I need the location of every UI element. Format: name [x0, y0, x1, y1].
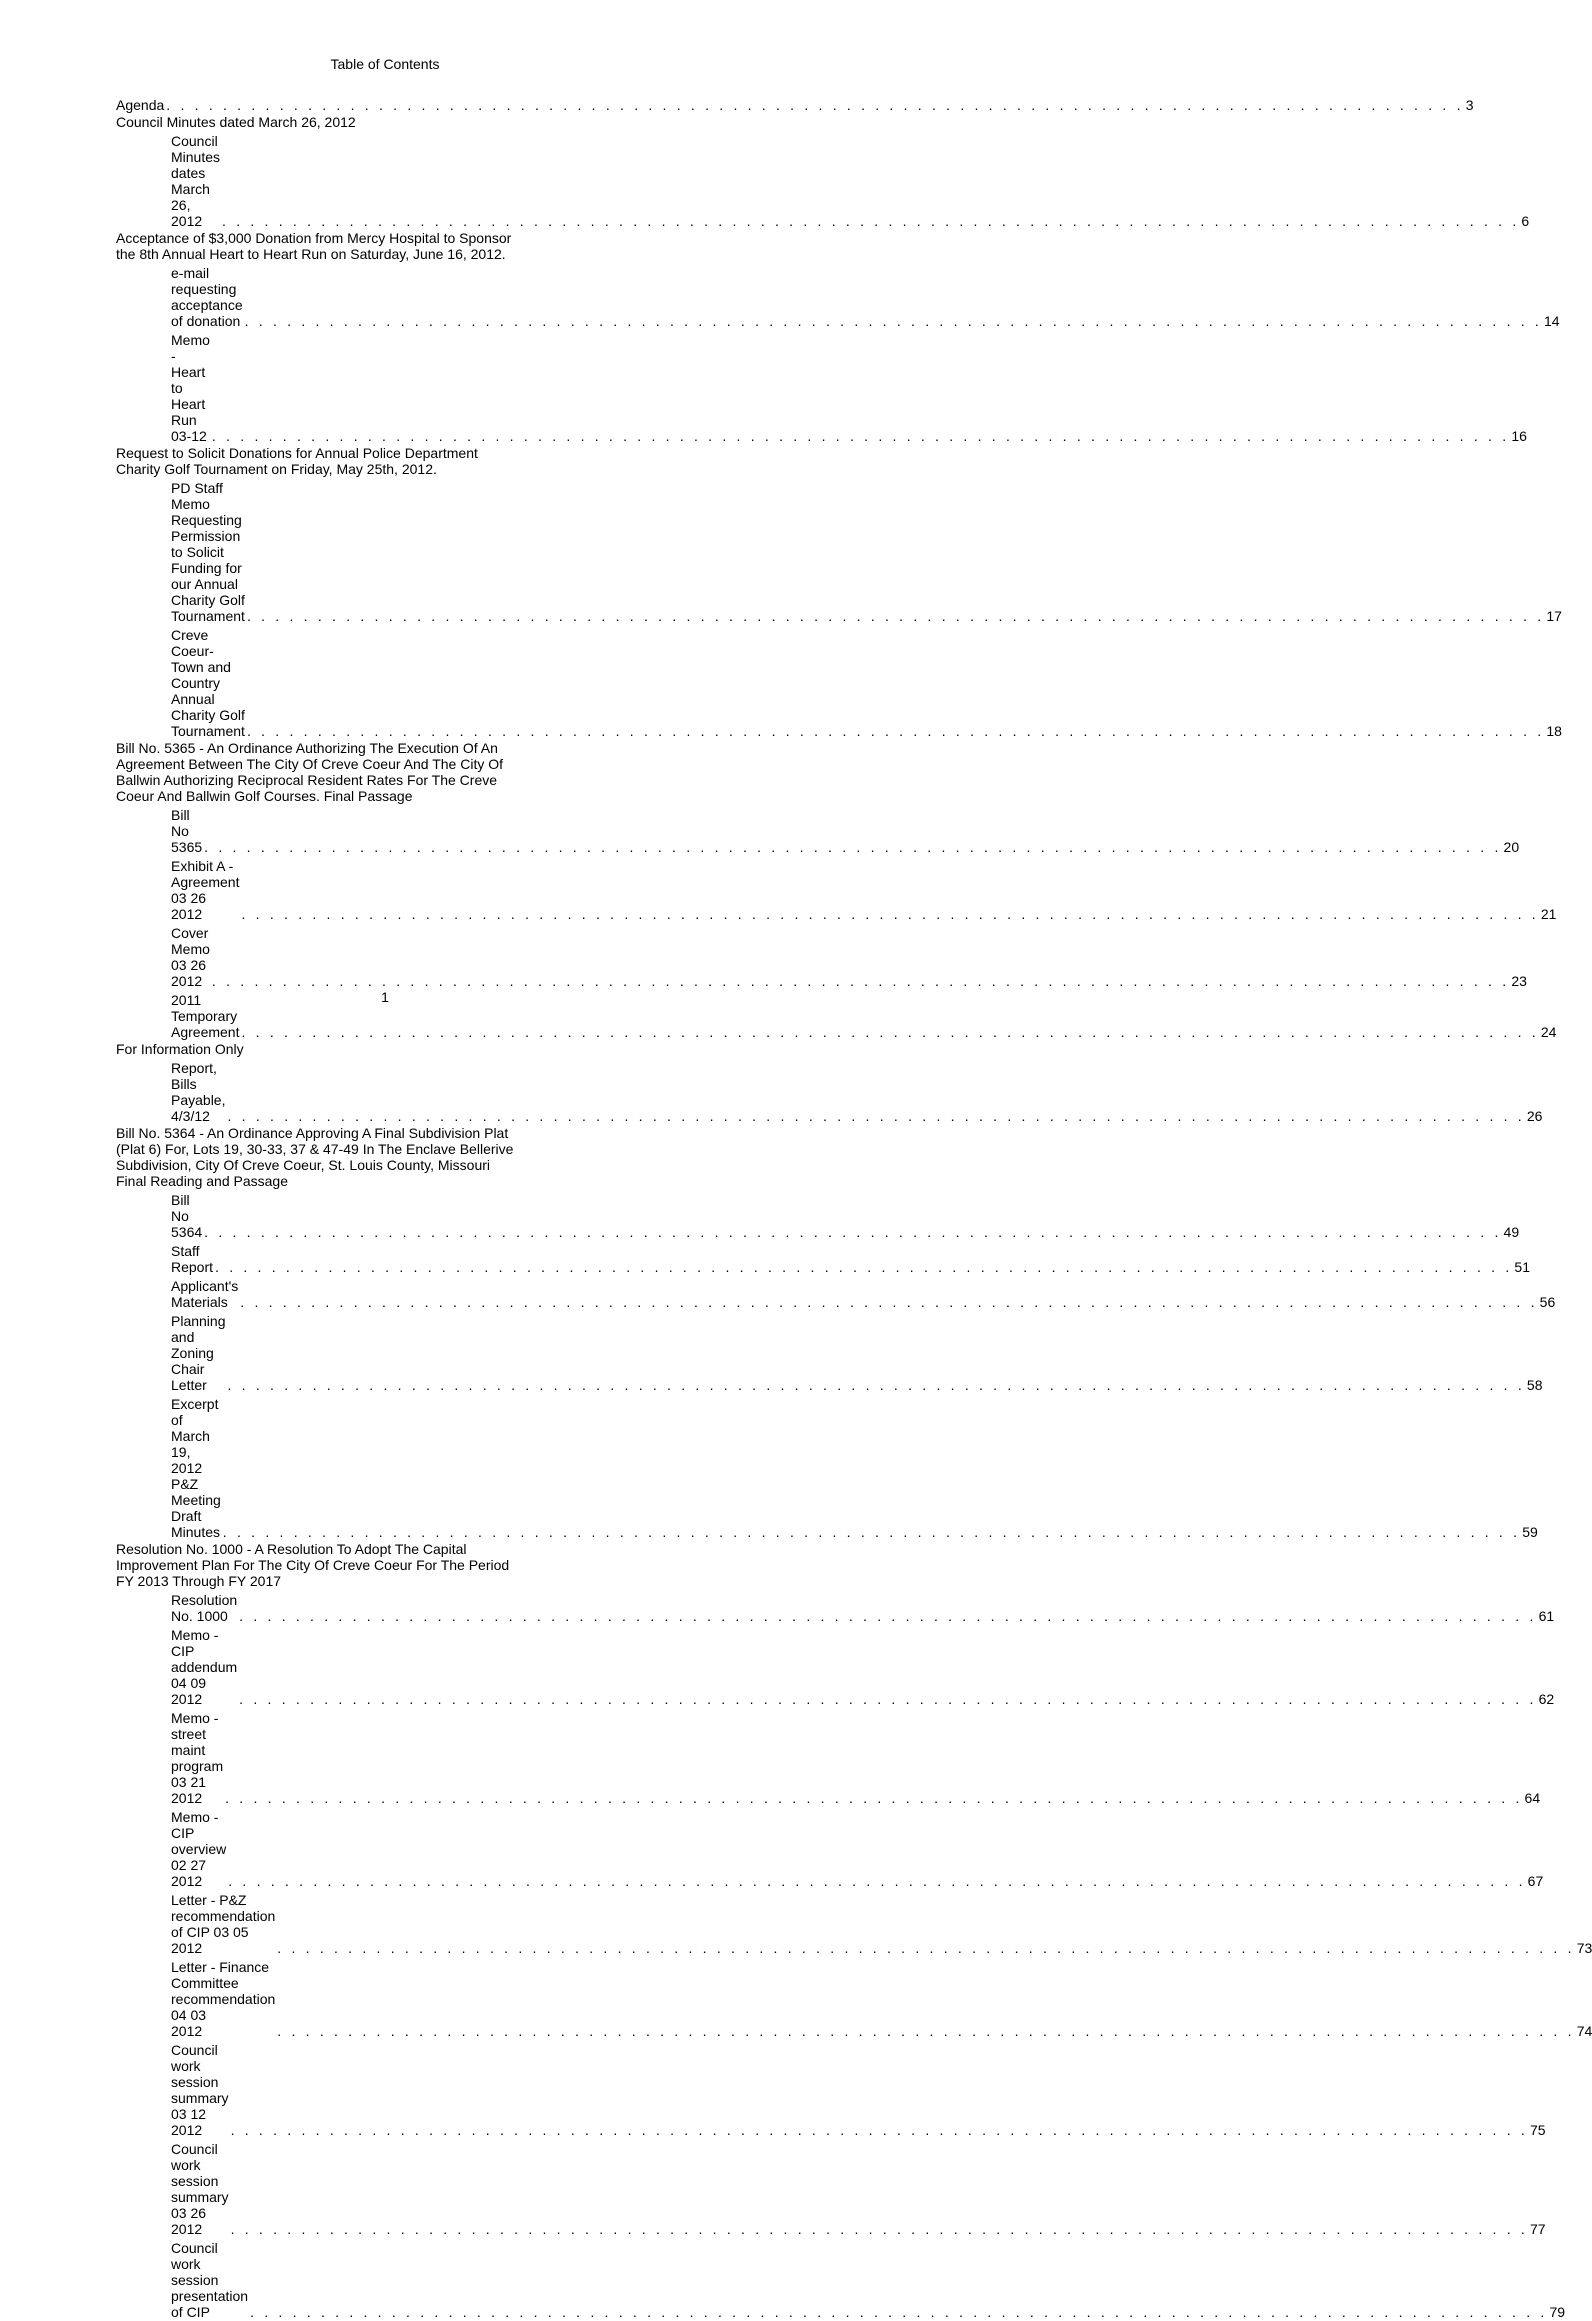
toc-entry[interactable] — [116, 1060, 1543, 1124]
dot-leader — [227, 1108, 1524, 1124]
toc-section-heading: Bill No. 5365 - An Ordinance Authorizing The Execution Of An Agreement Between The City Of Creve Coeur And The City Of Ballwin Authorizing Reciprocal Resident Rates For The Creve Coeur And Ballwin Golf Courses. Final Passage — [116, 740, 503, 804]
toc-entry[interactable] — [116, 1959, 1592, 2039]
toc-section-heading: Request to Solicit Donations for Annual Police Department Charity Golf Tournament on Friday, May 25th, 2012. — [116, 445, 478, 477]
dot-leader — [247, 608, 1544, 624]
toc-entry-title: Report, Bills Payable, 4/3/12 — [171, 1060, 226, 1124]
toc-entry[interactable] — [116, 1243, 1530, 1275]
toc-entry-title: 2011 Temporary Agreement — [171, 992, 240, 1040]
toc-section-heading: Bill No. 5364 - An Ordinance Approving A Final Subdivision Plat (Plat 6) For, Lots 19, 30-33, 37 & 47-49 In The Enclave Bellerive Subdivision, City Of Creve Coeur, St. Louis County, Missouri Final Reading and Passage — [116, 1125, 514, 1189]
toc-entry-title: Council Minutes dates March 26, 2012 — [171, 133, 221, 229]
toc-entry[interactable] — [116, 2141, 1546, 2237]
toc-entry[interactable] — [116, 97, 1474, 113]
toc-entry-title: Staff Report — [171, 1243, 214, 1275]
dot-leader — [239, 1691, 1536, 1707]
dot-leader — [240, 1294, 1537, 1310]
toc-entry-page: 64 — [1524, 1790, 1541, 1806]
toc-entry-page: 56 — [1539, 1294, 1556, 1310]
toc-entry-title: Bill No 5364 — [171, 1192, 203, 1240]
toc-entry[interactable] — [116, 1710, 1541, 1806]
dot-leader — [277, 1940, 1574, 1956]
dot-leader — [204, 839, 1501, 855]
toc-entry[interactable] — [116, 1809, 1544, 1889]
toc-entry-page: 21 — [1540, 906, 1557, 922]
toc-entry-title: Excerpt of March 19, 2012 P&Z Meeting Draft Minutes — [171, 1396, 221, 1540]
toc-entry-page: 73 — [1576, 1940, 1592, 1956]
toc-entry-title: Memo - Heart to Heart Run 03-12 — [171, 332, 210, 444]
toc-entry-page: 61 — [1538, 1608, 1555, 1624]
toc-entry[interactable] — [116, 858, 1557, 922]
toc-entry[interactable] — [116, 1278, 1556, 1310]
toc-entry-page: 49 — [1503, 1224, 1520, 1240]
toc-entry-title: Planning and Zoning Chair Letter — [171, 1313, 226, 1393]
dot-leader — [212, 973, 1509, 989]
toc-entry-title: e-mail requesting acceptance of donation — [171, 265, 243, 329]
dot-leader — [215, 1259, 1512, 1275]
toc-entry[interactable] — [116, 925, 1527, 989]
toc-entry-page: 3 — [1465, 97, 1474, 113]
toc-entry[interactable] — [116, 2042, 1546, 2138]
dot-leader — [225, 1790, 1522, 1806]
dot-leader — [250, 2304, 1547, 2320]
toc-entry-title: PD Staff Memo Requesting Permission to Solicit Funding for our Annual Charity Golf Tournament — [171, 480, 245, 624]
toc-entry-page: 67 — [1527, 1873, 1544, 1889]
toc-entry-title: Agenda — [116, 97, 165, 113]
table-of-contents — [116, 97, 1592, 2321]
dot-leader — [241, 906, 1538, 922]
dot-leader — [241, 1024, 1538, 1040]
toc-entry[interactable] — [116, 1313, 1543, 1393]
document-title: Table of Contents — [330, 56, 440, 72]
dot-leader — [245, 313, 1542, 329]
toc-entry[interactable] — [116, 807, 1520, 855]
toc-entry-page: 17 — [1546, 608, 1562, 624]
dot-leader — [228, 1377, 1525, 1393]
toc-entry[interactable] — [116, 332, 1527, 444]
dot-leader — [277, 2023, 1574, 2039]
toc-entry-page: 16 — [1511, 428, 1527, 444]
toc-entry-page: 77 — [1529, 2221, 1546, 2237]
toc-section-heading: For Information Only — [116, 1041, 244, 1057]
toc-entry-page: 6 — [1521, 213, 1530, 229]
toc-entry-title: Council work session summary 03 12 2012 — [171, 2042, 229, 2138]
toc-entry-page: 20 — [1503, 839, 1520, 855]
toc-entry[interactable] — [116, 2240, 1566, 2320]
toc-entry[interactable] — [116, 1627, 1555, 1707]
toc-entry-title: Letter - Finance Committee recommendation 04 03 2012 — [171, 1959, 276, 2039]
toc-entry-page: 75 — [1529, 2122, 1546, 2138]
toc-entry-title: Exhibit A - Agreement 03 26 2012 — [171, 858, 240, 922]
toc-entry-title: Creve Coeur-Town and Country Annual Charity Golf Tournament — [171, 627, 245, 739]
toc-entry-page: 79 — [1549, 2304, 1566, 2320]
toc-entry[interactable] — [116, 1592, 1555, 1624]
dot-leader — [222, 213, 1519, 229]
dot-leader — [228, 1873, 1525, 1889]
toc-entry-page: 62 — [1538, 1691, 1555, 1707]
dot-leader — [231, 2221, 1528, 2237]
toc-entry-title: Memo - CIP addendum 04 09 2012 — [171, 1627, 238, 1707]
toc-entry[interactable] — [116, 1192, 1520, 1240]
toc-entry-title: Letter - P&Z recommendation of CIP 03 05 2012 — [171, 1892, 276, 1956]
dot-leader — [204, 1224, 1501, 1240]
dot-leader — [223, 1524, 1520, 1540]
toc-entry[interactable] — [116, 1892, 1592, 1956]
toc-entry[interactable] — [116, 480, 1562, 624]
toc-entry[interactable] — [116, 265, 1560, 329]
toc-entry-title: Bill No 5365 — [171, 807, 203, 855]
toc-entry-title: Memo - CIP overview 02 27 2012 — [171, 1809, 227, 1889]
toc-entry-title: Council work session summary 03 26 2012 — [171, 2141, 229, 2237]
toc-section-heading: Resolution No. 1000 - A Resolution To Adopt The Capital Improvement Plan For The City Of Creve Coeur For The Period FY 2013 Through FY 2017 — [116, 1541, 510, 1589]
toc-entry[interactable] — [116, 133, 1530, 229]
toc-entry-page: 59 — [1522, 1524, 1538, 1540]
page-number: 1 — [381, 989, 389, 1005]
toc-entry[interactable] — [116, 627, 1562, 739]
toc-entry-page: 14 — [1544, 313, 1560, 329]
toc-entry-page: 18 — [1546, 723, 1562, 739]
toc-entry-page: 26 — [1526, 1108, 1543, 1124]
toc-entry-title: Memo - street maint program 03 21 2012 — [171, 1710, 224, 1806]
toc-entry-title: Council work session presentation of CIP — [171, 2240, 249, 2320]
dot-leader — [166, 97, 1463, 113]
toc-entry[interactable] — [116, 1396, 1538, 1540]
toc-entry-page: 51 — [1514, 1259, 1530, 1275]
toc-entry-page: 74 — [1576, 2023, 1592, 2039]
toc-section-heading: Council Minutes dated March 26, 2012 — [116, 114, 356, 130]
toc-entry-title: Cover Memo 03 26 2012 — [171, 925, 210, 989]
dot-leader — [212, 428, 1509, 444]
dot-leader — [239, 1608, 1536, 1624]
toc-section-heading: Acceptance of $3,000 Donation from Mercy Hospital to Sponsor the 8th Annual Heart to Heart Run on Saturday, June 16, 2012. — [116, 230, 512, 262]
toc-entry-page: 23 — [1511, 973, 1527, 989]
toc-entry-page: 58 — [1526, 1377, 1543, 1393]
toc-entry-title: Resolution No. 1000 — [171, 1592, 238, 1624]
dot-leader — [231, 2122, 1528, 2138]
toc-entry-title: Applicant's Materials — [171, 1278, 239, 1310]
dot-leader — [247, 723, 1544, 739]
toc-entry-page: 24 — [1540, 1024, 1557, 1040]
